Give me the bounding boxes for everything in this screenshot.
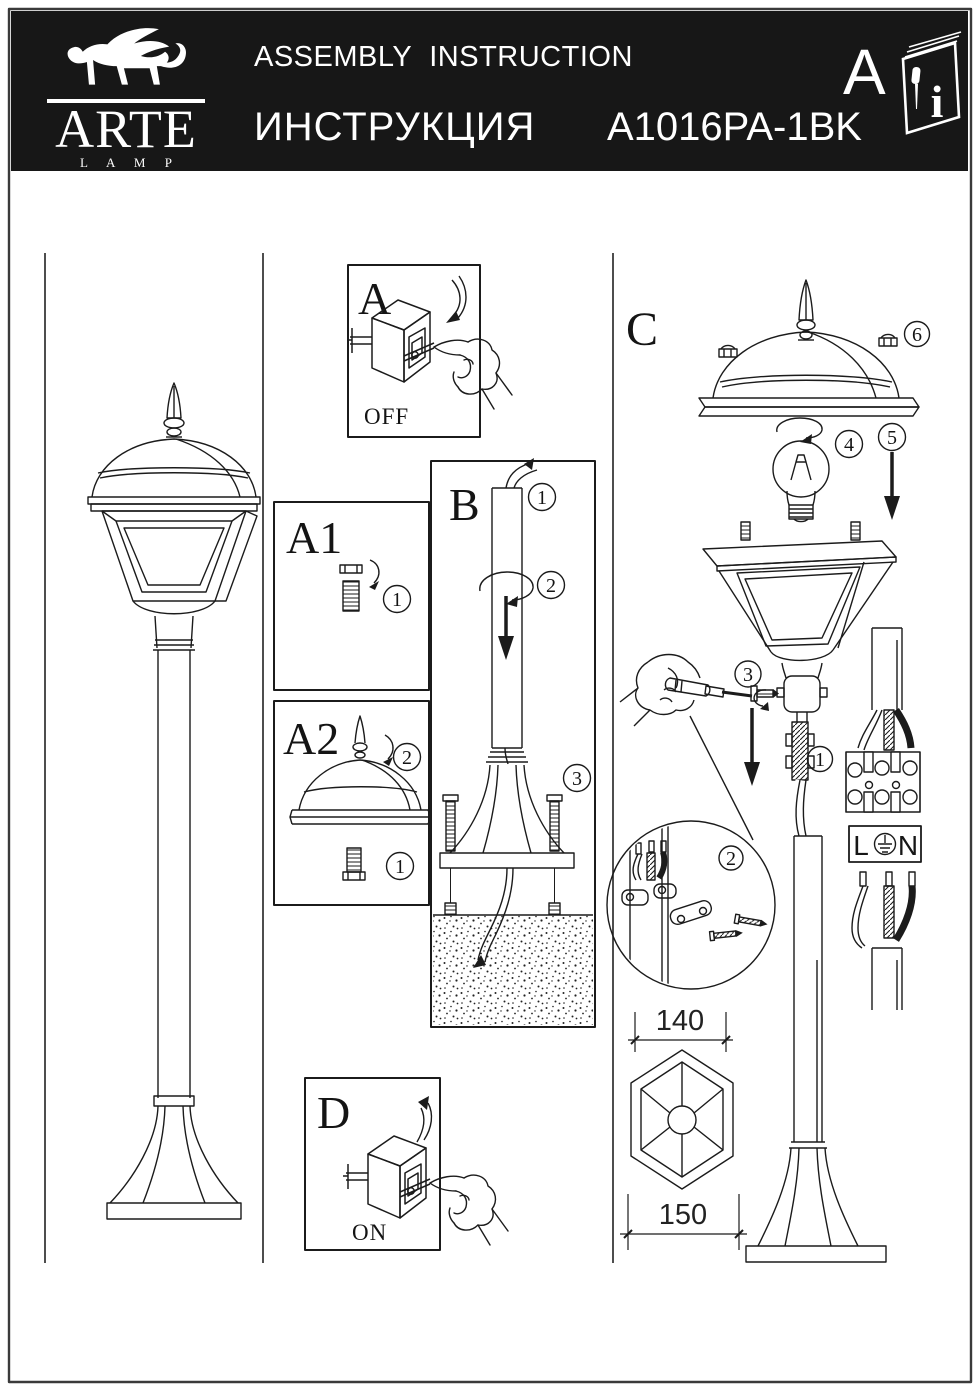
- brand-subtitle: L A M P: [80, 155, 180, 170]
- screw-icon: [343, 848, 365, 880]
- cap-assembly: [699, 280, 919, 416]
- header: [11, 11, 968, 171]
- lantern-housing: [703, 522, 896, 712]
- lantern-bowl: [133, 601, 215, 614]
- instruction-booklet-icon: [895, 31, 967, 135]
- earth-icon: [875, 834, 896, 855]
- terminal-connector: [786, 712, 814, 780]
- panel-c-label: C: [626, 303, 659, 356]
- insert-arrow: [370, 560, 379, 583]
- down-arrow: [744, 708, 760, 786]
- svg-text:1: 1: [537, 487, 547, 509]
- panel-b: [431, 458, 595, 1027]
- step-marker: [564, 765, 591, 792]
- live-label: L: [853, 830, 869, 861]
- terminal-block: [846, 752, 920, 812]
- step-marker: [538, 572, 565, 599]
- step-marker: [808, 747, 833, 772]
- full-lamp-drawing: [88, 383, 260, 1219]
- off-label: OFF: [364, 404, 410, 429]
- svg-text:1: 1: [392, 589, 402, 611]
- cable-feed: [506, 458, 537, 488]
- winged-lion-icon: [57, 25, 197, 97]
- down-arrow: [498, 596, 514, 660]
- pole-and-base: [746, 836, 886, 1262]
- link-bar-icon: [669, 899, 714, 926]
- title-russian: ИНСТРУКЦИЯ: [254, 105, 536, 149]
- small-screw-icon: [710, 928, 744, 940]
- model-number: A1016PA-1BK: [607, 105, 862, 149]
- pressing-hand-icon: [434, 339, 512, 409]
- svg-text:3: 3: [572, 768, 582, 790]
- pressing-hand-icon: [430, 1175, 508, 1245]
- svg-text:3: 3: [743, 664, 753, 686]
- manual-letter: A: [843, 36, 886, 108]
- step-marker: [394, 744, 421, 771]
- turn-off-arrow: [452, 280, 460, 316]
- step-marker: [905, 322, 930, 347]
- panel-a1: [274, 502, 429, 690]
- title-english: ASSEMBLY INSTRUCTION: [254, 41, 633, 73]
- step-marker: [384, 586, 411, 613]
- svg-text:4: 4: [844, 434, 854, 456]
- ground-texture: [433, 915, 593, 1025]
- svg-text:1: 1: [395, 856, 405, 878]
- nut-right-icon: [879, 334, 897, 346]
- step-marker: [529, 484, 556, 511]
- booklet-i: i: [930, 76, 944, 127]
- svg-text:2: 2: [726, 848, 736, 870]
- bulb-icon: [773, 418, 829, 522]
- brand-logo: [45, 17, 210, 169]
- cable-to-pole: [796, 780, 806, 836]
- screwdriver-hand: [620, 655, 779, 727]
- panel-c: [607, 280, 930, 1262]
- panel-a: [347, 265, 512, 437]
- lower-arrow: [884, 452, 900, 520]
- dim-150: 150: [658, 1199, 708, 1231]
- svg-text:6: 6: [912, 324, 922, 346]
- step-marker: [735, 661, 761, 687]
- svg-text:5: 5: [887, 427, 897, 449]
- step-marker: [719, 846, 743, 870]
- hexagon-base-view: [631, 1050, 733, 1189]
- panel-a2-label: A2: [283, 713, 340, 764]
- svg-text:1: 1: [815, 749, 825, 771]
- panel-a-label: A: [358, 273, 392, 324]
- step-marker: [836, 431, 863, 458]
- panel-d: [305, 1078, 508, 1250]
- dimension-base: [620, 1194, 747, 1250]
- screw-icon: [340, 565, 362, 611]
- l-earth-n-box: [849, 826, 921, 862]
- dimension-top: [628, 1005, 733, 1052]
- nut-left-icon: [719, 345, 737, 357]
- small-screw-icon: [734, 914, 768, 929]
- brand-name: ARTE: [55, 99, 197, 159]
- dim-140: 140: [655, 1005, 705, 1037]
- neutral-label: N: [897, 830, 919, 861]
- svg-text:2: 2: [402, 747, 412, 769]
- place-cap-arrow: [385, 735, 393, 759]
- step-marker: [387, 853, 414, 880]
- svg-text:2: 2: [546, 575, 556, 597]
- panel-d-label: D: [317, 1087, 351, 1138]
- pole-base: [110, 1106, 158, 1203]
- step-marker: [879, 424, 906, 451]
- wiring-diagram: [846, 628, 921, 1010]
- on-label: ON: [352, 1220, 388, 1245]
- panel-a1-label: A1: [286, 512, 343, 563]
- panel-a2: [274, 701, 431, 905]
- wall-switch-icon: [343, 1136, 430, 1218]
- panel-b-label: B: [449, 479, 480, 530]
- turn-on-arrow: [417, 1096, 431, 1142]
- lantern-body: [102, 511, 246, 601]
